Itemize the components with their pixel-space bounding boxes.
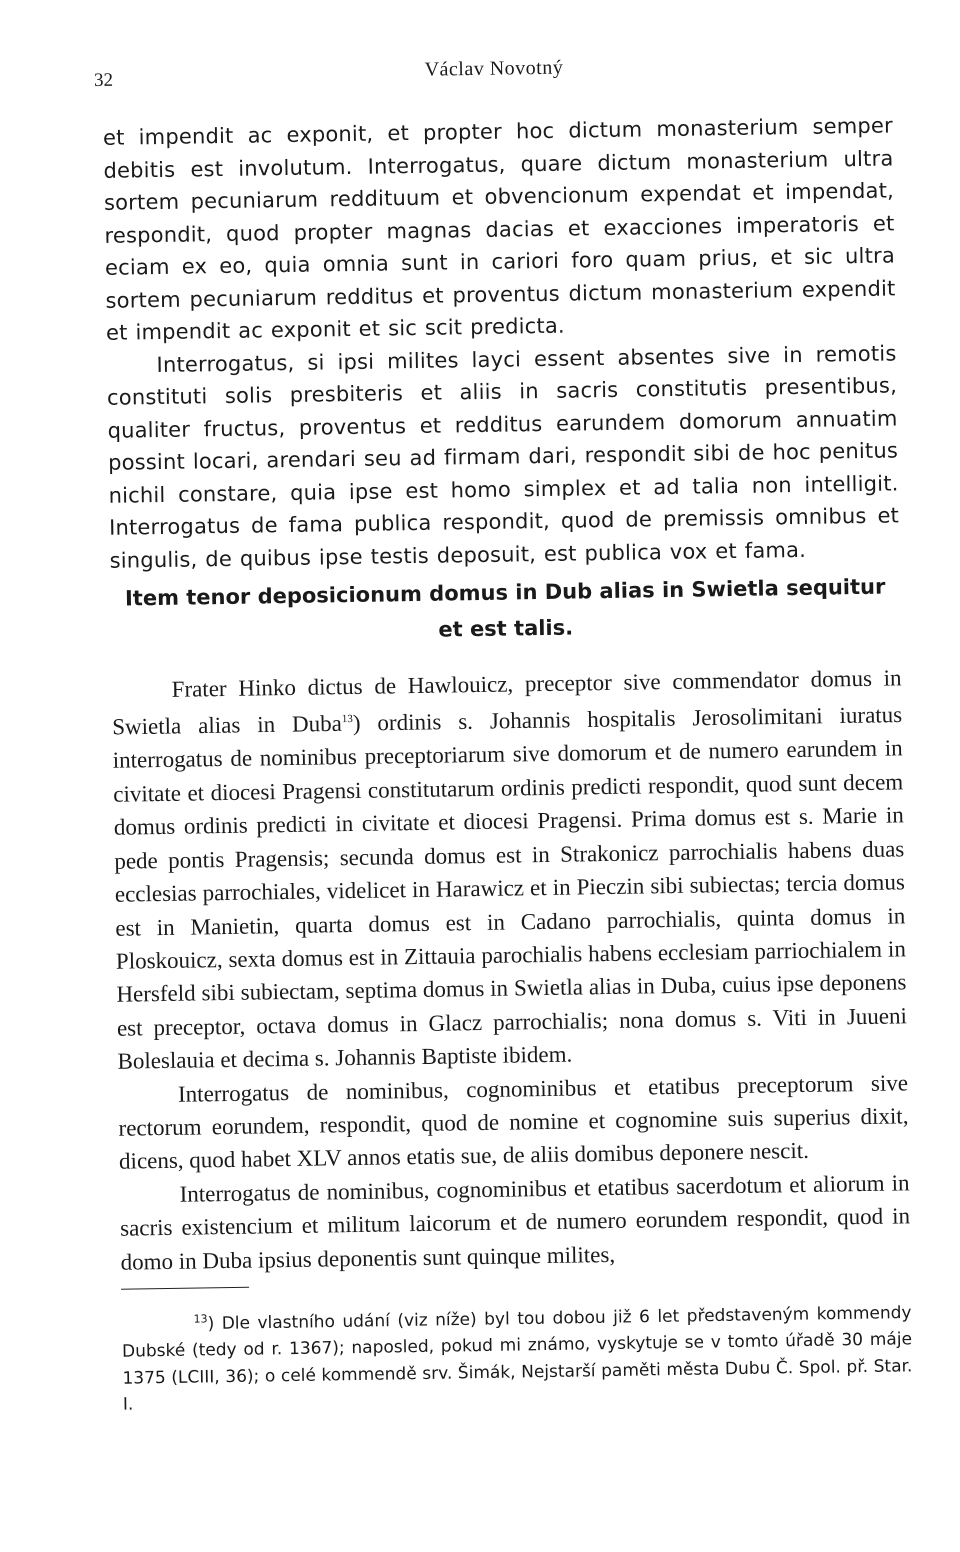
page-number: 32	[93, 69, 114, 91]
footnote-divider	[121, 1287, 249, 1290]
footnote	[121, 1295, 913, 1418]
running-title: Václav Novotný	[424, 56, 564, 81]
paragraph-2: Interrogatus, si ipsi milites layci essent absentes sive in remotis constituti solis presbiteris et aliis in sacris constitutis presentibus, qualiter fructus, proventus et redditus earundem domorum annuatim possint locari, arendari seu ad firmam dari, respondit sibi de hoc penitus nichil constare, quia ipse est homo simplex et ad talia non intelligit. Interrogatus de fama publica respondit, quod de premissis omnibus et singulis, de quibus ipse testis deposuit, est publica vox et fama.	[106, 340, 900, 573]
paragraph-1: et impendit ac exponit, et propter hoc dictum monasterium semper debitis est involutum. Interrogatus, quare dictum monasterium ultra sortem pecuniarum reddituum et obvencionum expendat et impendat, respondit, quod propter magnas dacias et exacciones imperatoris et eciam ex eo, quia omnia sunt in cariori foro quam prius, et sic ultra sortem pecuniarum redditus et proventus dictum monasterium expendit et impendit ac exponit et sic scit predicta.	[102, 113, 896, 345]
section-heading: Item tenor deposicionum domus in Dub alias in Swietla sequitur et est talis.	[124, 574, 886, 642]
paragraph-3-text-b: ) ordinis s. Johannis hospitalis Jerosolimitani iuratus interrogatus de nominibus preceptoriarum sive domorum et de numero earundem in civitate et diocesi Pragensi constitutarum ordinis predicti respondit, quod sunt decem domus ordinis predicti in civitate et diocesi Pragensi. Prima domus est s. Marie in pede pontis Pragensis; secunda domus est in Strakonicz parrochialis habens duas ecclesias parrochiales, videlicet in Harawicz et in Pieczin sibi subiectas; tercia domus est in Manietin, quarta domus est in Cadano parrochialis, quinta domus in Ploskouicz, sexta domus est in Zittauia parochialis habens ecclesiam parriochialem in Hersfeld sibi subiectam, septima domus in Swietla alias in Duba, cuius ipse deponens est preceptor, octava domus in Glacz parrochialis; nona domus s. Viti in Juueni Boleslauia et decima s. Johannis Baptiste ibidem.	[112, 702, 908, 1074]
paragraph-3-text-a: Frater Hinko dictus de Hawlouicz, preceptor sive commendator domus in Swietla alias in Duba	[112, 665, 902, 740]
body-text-lower	[111, 661, 910, 1278]
body-text-upper	[103, 109, 900, 576]
page-header	[94, 51, 894, 98]
paragraph-5: Interrogatus de nominibus, cognominibus et etatibus sacerdotum et aliorum in sacris existencium et militum laicorum et de numero eorundem respondit, quod in domo in Duba ipsius deponentis sunt quinque milites,	[119, 1170, 911, 1275]
paragraph-4: Interrogatus de nominibus, cognominibus et etatibus preceptorum sive rectorum eorundem, respondit, quod de nomine et cognomine suis superius dixit, dicens, quod habet XLV annos etatis sue, de aliis domibus deponere nescit.	[118, 1069, 909, 1175]
paragraph-3	[111, 661, 907, 1078]
footnote-reference: 13	[341, 713, 353, 726]
footnote-text: ) Dle vlastního udání (viz níže) byl tou dobou již 6 let představeným kommendy Dubské (tedy od r. 1367); naposled, pokud mi známo, vyskytuje se v tomto úřadě 30 máje 1375 (LCIII, 36); o celé kommendě srv. Šimák, Nejstarší paměti města Dubu Č. Spol. př. Star. I.	[121, 1302, 913, 1415]
footnote-mark: 13	[193, 1312, 208, 1326]
